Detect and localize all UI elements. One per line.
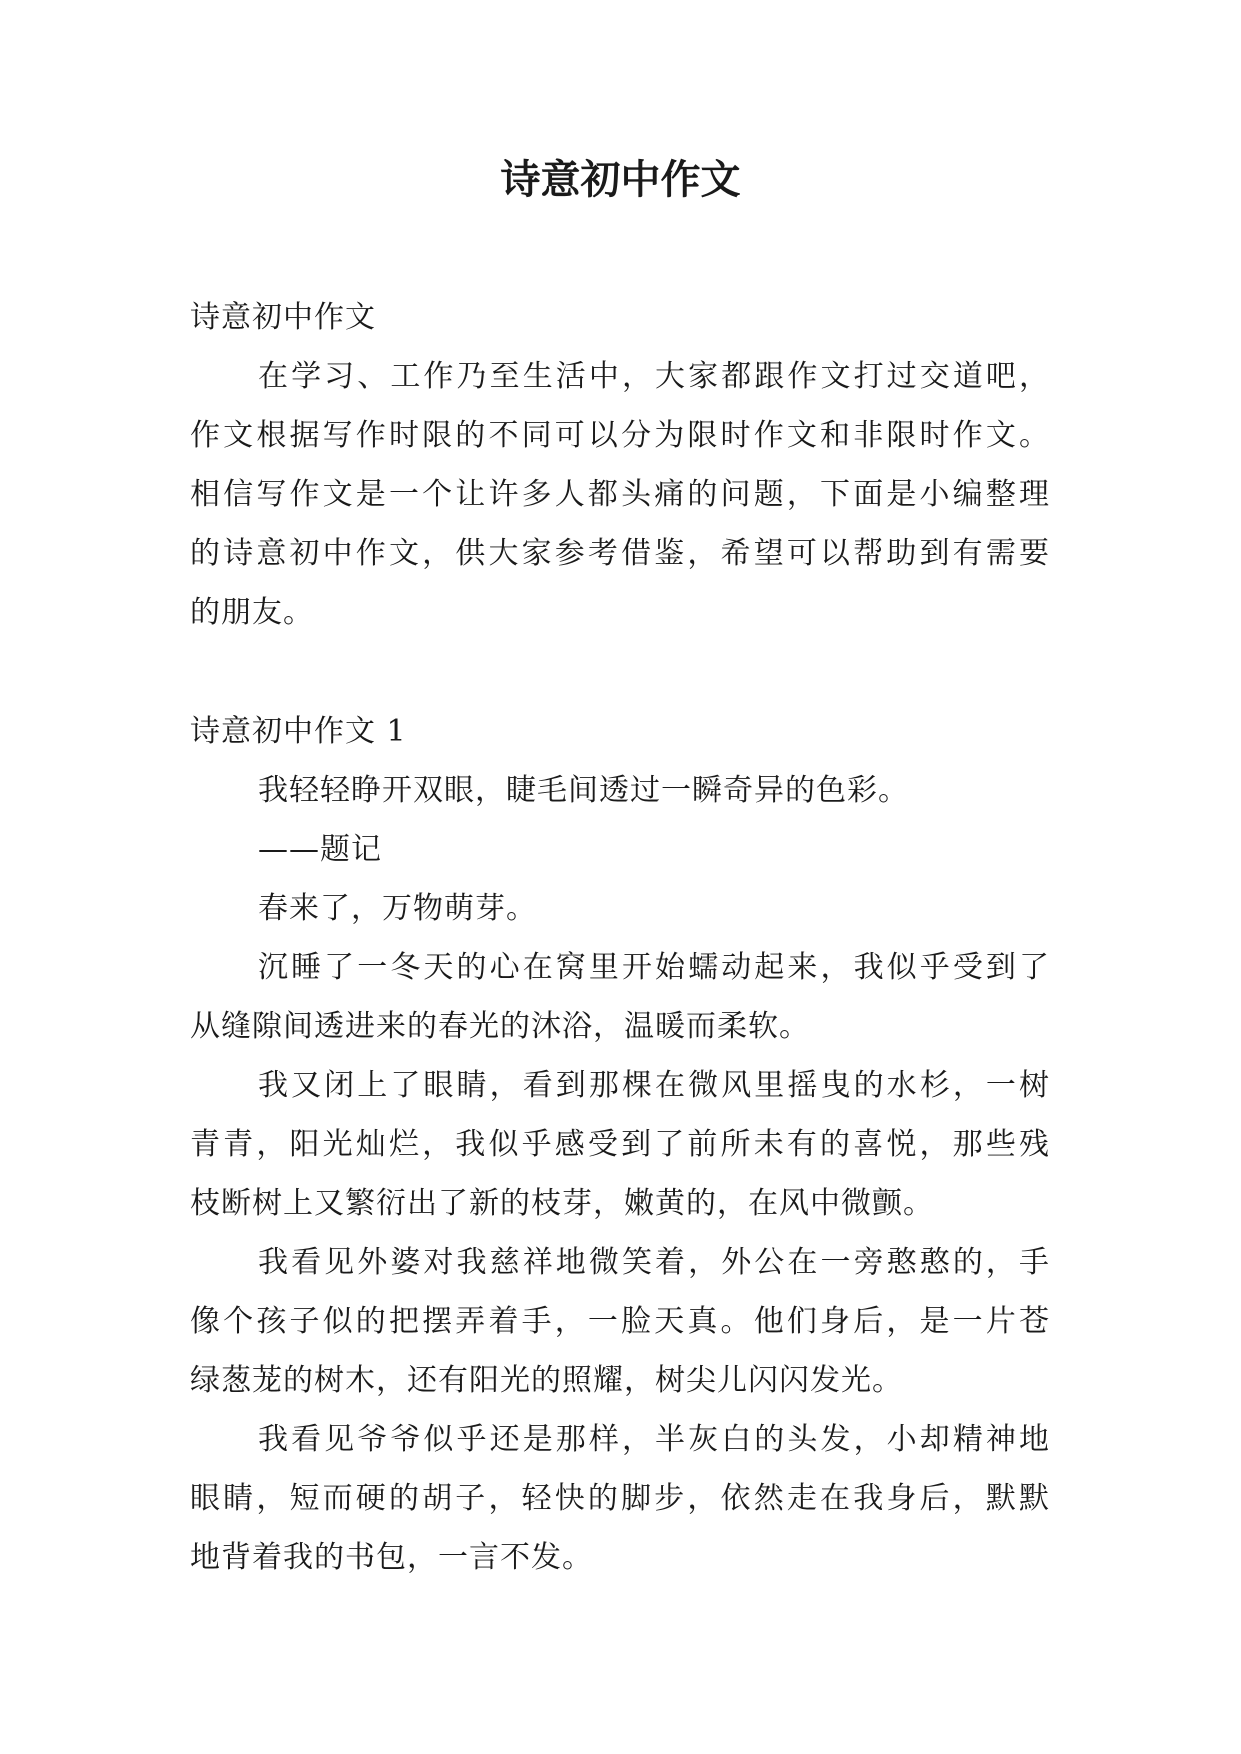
intro-line: 作文根据写作时限的不同可以分为限时作文和非限时作文。: [190, 418, 1050, 453]
section-line: 我又闭上了眼睛，看到那棵在微风里摇曳的水杉，一树: [258, 1068, 1050, 1103]
section-line: 地背着我的书包，一言不发。: [190, 1540, 593, 1575]
section-line: 从缝隙间透进来的春光的沐浴，温暖而柔软。: [190, 1009, 810, 1044]
section-line: 眼睛，短而硬的胡子，轻快的脚步，依然走在我身后，默默: [190, 1481, 1050, 1516]
intro-line: 相信写作文是一个让许多人都头痛的问题，下面是小编整理: [190, 477, 1050, 512]
section-line: 沉睡了一冬天的心在窝里开始蠕动起来，我似乎受到了: [258, 950, 1050, 985]
section-line: 枝断树上又繁衍出了新的枝芽，嫩黄的，在风中微颤。: [190, 1186, 934, 1221]
subtitle: 诗意初中作文: [190, 300, 376, 335]
section-line: 我看见外婆对我慈祥地微笑着，外公在一旁憨憨的，手: [258, 1245, 1050, 1280]
section-heading: 诗意初中作文 1: [190, 714, 407, 749]
intro-line: 在学习、工作乃至生活中，大家都跟作文打过交道吧，: [258, 359, 1050, 394]
intro-line: 的朋友。: [190, 595, 314, 630]
section-line: 像个孩子似的把摆弄着手，一脸天真。他们身后，是一片苍: [190, 1304, 1050, 1339]
document-body: [190, 288, 1050, 1587]
section-line: 绿葱茏的树木，还有阳光的照耀，树尖儿闪闪发光。: [190, 1363, 903, 1398]
document-title: 诗意初中作文: [500, 156, 741, 203]
paragraph-gap: [190, 642, 1050, 702]
section-line: 我看见爷爷似乎还是那样，半灰白的头发，小却精神地: [258, 1422, 1050, 1457]
section-line: 春来了，万物萌芽。: [258, 891, 537, 926]
section-line: 我轻轻睁开双眼，睫毛间透过一瞬奇异的色彩。: [258, 773, 909, 808]
intro-line: 的诗意初中作文，供大家参考借鉴，希望可以帮助到有需要: [190, 536, 1050, 571]
section-line: ——题记: [258, 832, 382, 867]
section-line: 青青，阳光灿烂，我似乎感受到了前所未有的喜悦，那些残: [190, 1127, 1050, 1162]
